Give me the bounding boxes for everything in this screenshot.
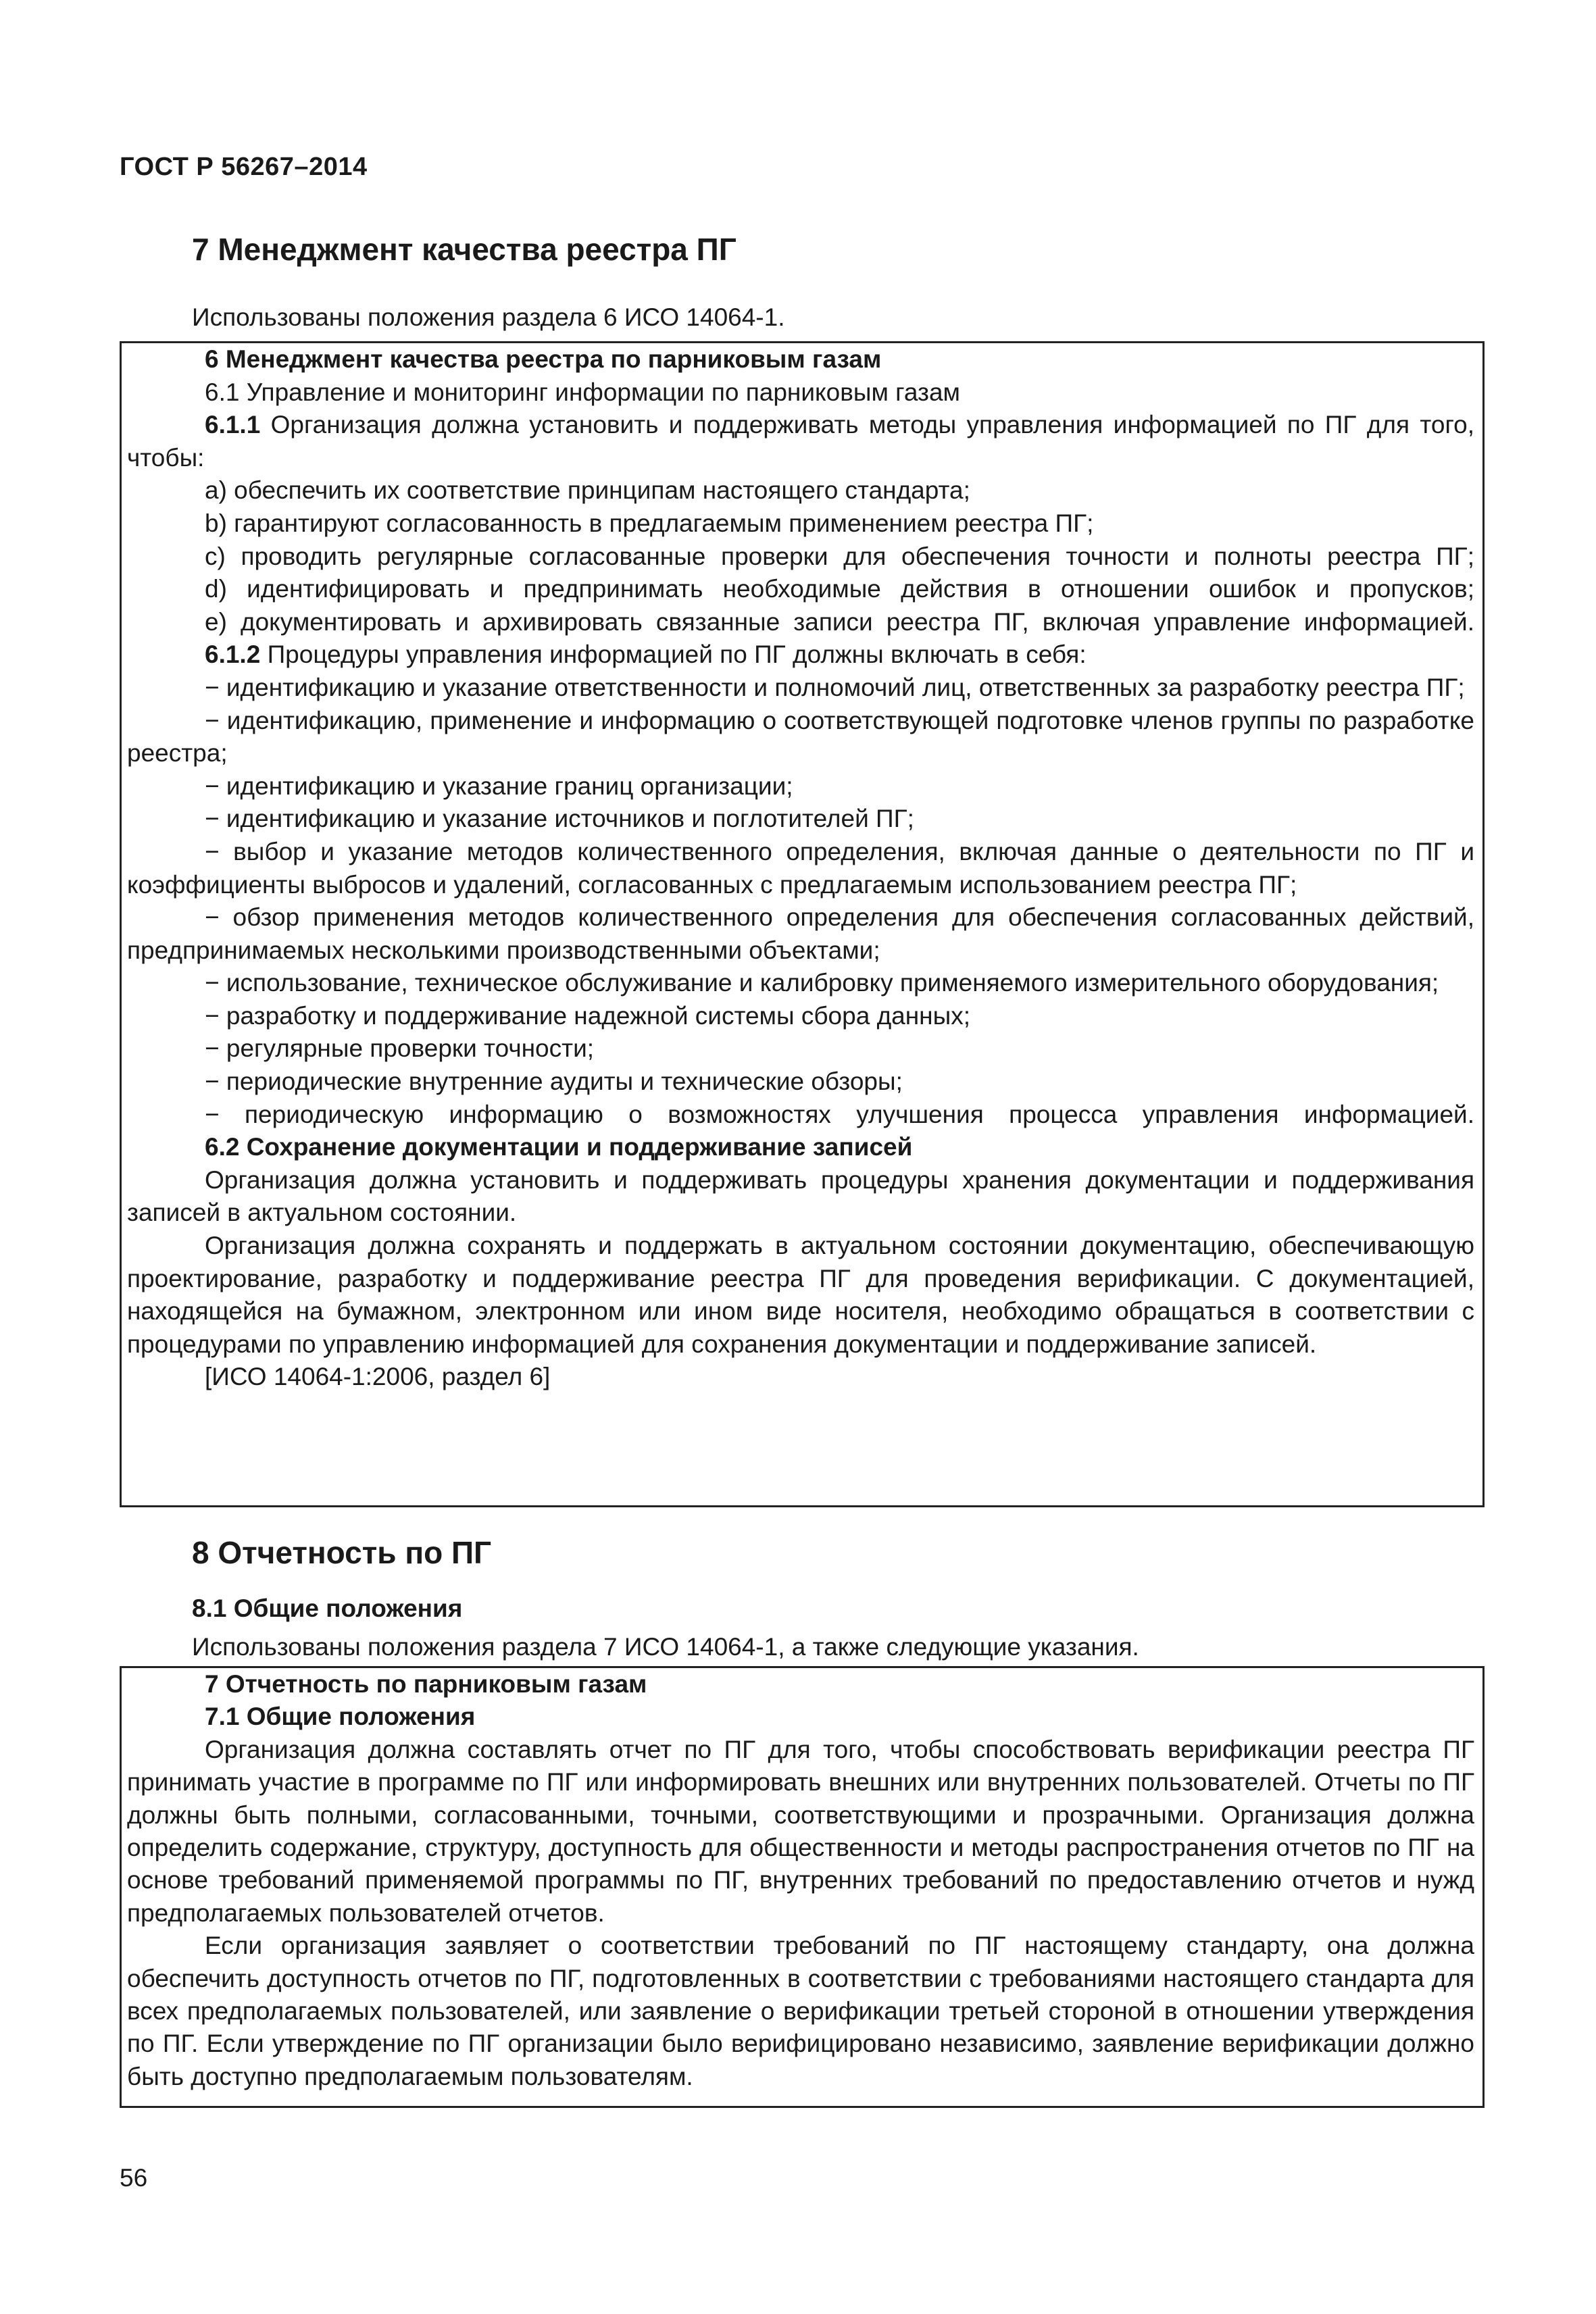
clause-text: Организация должна установить и поддерживать методы управления информацией по ПГ для того, чтобы: [127, 411, 1474, 472]
list-item: a) обеспечить их соответствие принципам настоящего стандарта; [205, 476, 970, 505]
section-7-title: 7 Менеджмент качества реестра ПГ [192, 232, 737, 267]
section-8-intro: Использованы положения раздела 7 ИСО 14064-1, а также следующие указания. [192, 1633, 1139, 1661]
list-item: d) идентифицировать и предпринимать необходимые действия в отношении ошибок и пропусков; [205, 575, 1474, 603]
dash-item: − идентификацию и указание ответственности и полномочий лиц, ответственных за разработку реестра ПГ; [205, 673, 1465, 701]
list-item: e) документировать и архивировать связанные записи реестра ПГ, включая управление информацией. [205, 607, 1474, 636]
reference: [ИСО 14064-1:2006, раздел 6] [205, 1363, 551, 1391]
paragraph: Организация должна установить и поддерживать процедуры хранения документации и поддерживания записей в актуальном состоянии. [127, 1165, 1474, 1227]
dash-item: − периодические внутренние аудиты и технические обзоры; [205, 1067, 903, 1096]
dash-item: − использование, техническое обслуживание и калибровку применяемого измерительного оборудования; [205, 969, 1439, 997]
dash-item: − регулярные проверки точности; [205, 1034, 595, 1063]
paragraph: Организация должна сохранять и поддержать в актуальном состоянии документацию, обеспечивающую проектирование, разработку и поддерживание реестра ПГ для проведения верификации. С документацией, находящейся на бумажном, электронном или ином виде носителя, необходимо обращаться в соответствии с процедурами по управлению информацией для сохранения документации и поддерживание записей. [127, 1232, 1474, 1358]
dash-item: − обзор применения методов количественного определения для обеспечения согласованных действий, предпринимаемых несколькими производственными объектами; [127, 903, 1474, 964]
quote-box-iso-section-7 [120, 1666, 1485, 2108]
paragraph: Организация должна составлять отчет по ПГ для того, чтобы способствовать верификации реестра ПГ принимать участие в программе по ПГ или информировать внешних или внутренних пользователей. Отчеты по ПГ должны быть полными, согласованными, точными, соответствующими и прозрачными. Организация должна определить содержание, структуру, доступность для общественности и методы распространения отчетов по ПГ на основе требований применяемой программы по ПГ, внутренних требований по предоставлению отчетов и нужд предполагаемых пользователей отчетов. [127, 1735, 1474, 1927]
list-item: b) гарантируют согласованность в предлагаемым применением реестра ПГ; [205, 509, 1094, 537]
page-number: 56 [120, 2164, 148, 2192]
clause-number: 6.1.2 [205, 640, 261, 669]
dash-item: − идентификацию, применение и информацию о соответствующей подготовке членов группы по разработке реестра; [127, 706, 1474, 768]
box1-subheading: 6.1 Управление и мониторинг информации по парниковым газам [205, 378, 960, 406]
dash-item: − разработку и поддерживание надежной системы сбора данных; [205, 1001, 970, 1030]
dash-item: − выбор и указание методов количественного определения, включая данные о деятельности по ПГ и коэффициенты выбросов и удалений, согласованных с предлагаемым использованием реестра ПГ; [127, 837, 1474, 899]
box2-subheading: 7.1 Общие положения [205, 1703, 476, 1731]
clause-6-1-2 [127, 638, 1474, 672]
quote-box-iso-section-6 [120, 341, 1485, 1507]
clause-6-2-heading: 6.2 Сохранение документации и поддерживание записей [205, 1133, 913, 1161]
box2-heading: 7 Отчетность по парниковым газам [205, 1670, 647, 1698]
list-item: c) проводить регулярные согласованные проверки для обеспечения точности и полноты реестра ПГ; [205, 542, 1474, 570]
section-8-title: 8 Отчетность по ПГ [192, 1535, 492, 1570]
dash-item: − идентификацию и указание границ организации; [205, 772, 793, 800]
paragraph: Если организация заявляет о соответствии требований по ПГ настоящему стандарту, она должна обеспечить доступность отчетов по ПГ, подготовленных в соответствии с требованиями настоящего стандарта для всех предполагаемых пользователей, или заявление о верификации третьей стороной в отношении утверждения по ПГ. Если утверждение по ПГ организации было верифицировано независимо, заявление верификации должно быть доступно предполагаемым пользователям. [127, 1932, 1474, 2090]
box1-heading: 6 Менеджмент качества реестра по парниковым газам [205, 345, 882, 373]
section-8-1-title: 8.1 Общие положения [192, 1594, 463, 1622]
section-7-intro: Использованы положения раздела 6 ИСО 14064-1. [192, 303, 785, 331]
document-code: ГОСТ Р 56267–2014 [120, 153, 368, 181]
dash-item: − идентификацию и указание источников и поглотителей ПГ; [205, 805, 914, 833]
dash-item: − периодическую информацию о возможностях улучшения процесса управления информацией. [205, 1100, 1474, 1128]
clause-number: 6.1.1 [205, 411, 261, 439]
clause-6-1-1 [127, 409, 1474, 474]
clause-text: Процедуры управления информацией по ПГ должны включать в себя: [260, 640, 1087, 669]
